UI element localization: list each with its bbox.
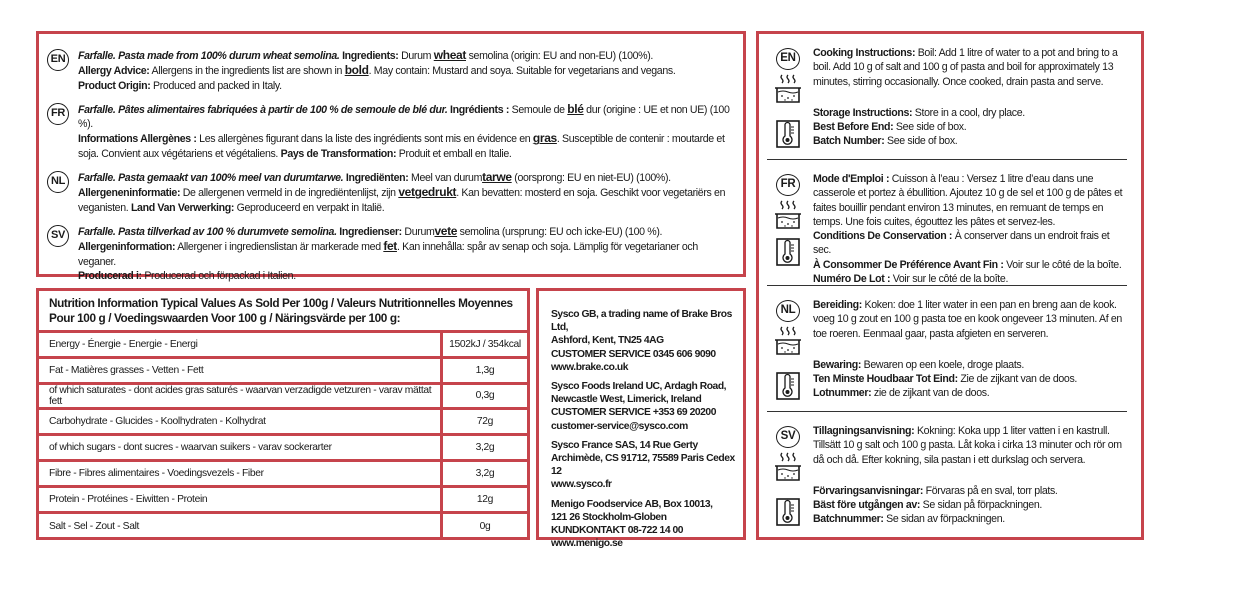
allergy-bold-word: fet — [383, 239, 397, 254]
table-row — [39, 488, 527, 514]
ingredients-label: Ingredients: — [342, 50, 399, 62]
nutrient-value: 3,2g — [475, 442, 495, 454]
allergy-bold-word: bold — [344, 63, 369, 78]
ingredients-block-fr — [47, 102, 733, 161]
ingredients-label: Ingredienser: — [339, 225, 402, 238]
batch-text: Voir sur le côté de la boîte. — [890, 273, 1009, 286]
company-menigo — [551, 498, 735, 551]
allergy-label: Allergeneninformatie: — [78, 187, 181, 200]
ingredients-text-pre: Meel van durum — [408, 172, 483, 185]
ingredients-text — [78, 48, 675, 93]
cooking-text: Koken: doe 1 liter water in een pan en breng aan de kook. voeg 10 g zout en 100 g pasta toe en kook ongeveer 13 minuten. Af en toe roeren. Eenmaal gaar, pasta afgieten en serveren. — [813, 299, 1122, 340]
product-title: Farfalle. Pâtes alimentaires fabriquées à partir de 100 % de semoule de blé dur. — [78, 103, 448, 116]
nutrient-label: of which sugars - dont sucres - waarvan suikers - varav sockerarter — [39, 436, 443, 459]
nutrient-label: Salt - Sel - Zout - Salt — [39, 514, 443, 540]
best-before — [813, 372, 1127, 386]
storage-text: Bewaren op een koele, droge plaats. — [861, 358, 1024, 371]
language-badge-icon: SV — [47, 225, 69, 247]
language-badge-icon: SV — [776, 426, 800, 448]
boiling-pot-icon — [773, 74, 803, 106]
cooking-label: Bereiding: — [813, 299, 862, 311]
ingredients-text-pre: Semoule de — [509, 103, 568, 116]
best-before-text: Zie de zijkant van de doos. — [957, 373, 1077, 386]
batch-label: Batchnummer: — [813, 513, 884, 526]
allergy-label: Allergeninformation: — [78, 241, 176, 254]
storage-text: À conserver dans un endroit frais et sec. — [813, 230, 1110, 257]
ingredients-block-sv — [47, 224, 733, 283]
allergy-text-post: . Kan bevatten: mosterd en soja. Geschikt voor vegetariërs en veganisten. — [78, 187, 726, 214]
company-line: CUSTOMER SERVICE +353 69 20200 — [551, 407, 716, 419]
best-before-label: Ten Minste Houdbaar Tot Eind: — [813, 373, 958, 386]
instructions-block-sv — [767, 412, 1127, 538]
cooking-text: Cuisson à l’eau : Versez 1 litre d’eau dans une casserole et portez à ébullition. Ajoutez 10 g de sel et 100 g de pâtes et faites bouillir pendant environ 13 minutes, en remuant de temps en temps. Une fois cuites, égouttez les pâtes et servez-les. — [813, 173, 1123, 228]
allergy-text-post: . May contain: Mustard and soya. Suitable for vegetarians and vegans. — [368, 65, 676, 78]
instructions-block-en — [767, 34, 1127, 160]
table-row — [39, 359, 527, 385]
ingredients-text-post: dur (origine : UE et non UE) (100 %). — [78, 103, 730, 131]
origin-text: Producerad och förpackad i Italien. — [141, 269, 296, 282]
table-row — [39, 333, 527, 359]
product-title: Farfalle. Pasta tillverkad av 100 % durumvete semolina. — [78, 225, 337, 238]
batch-text: See side of box. — [884, 135, 958, 148]
instruction-text — [809, 46, 1127, 159]
cooking-instructions — [813, 424, 1127, 467]
company-line: Sysco France SAS, 14 Rue Gerty — [551, 439, 698, 451]
boiling-pot-icon — [773, 452, 803, 484]
storage-text: Förvaras på en sval, torr plats. — [923, 484, 1058, 497]
nutrient-label: Protein - Protéines - Eiwitten - Protein — [39, 488, 443, 511]
company-contacts-panel — [536, 288, 746, 550]
ingredients-text — [78, 170, 733, 215]
batch-label: Numéro De Lot : — [813, 273, 891, 286]
cooking-instructions — [813, 46, 1127, 89]
company-sysco-ireland — [551, 380, 735, 433]
nutrient-value: 0g — [479, 520, 491, 532]
language-badge-icon: FR — [47, 103, 69, 125]
language-badge-icon: NL — [776, 300, 800, 322]
allergy-label: Informations Allergènes : — [78, 133, 197, 146]
origin-text: Produit et emball en Italie. — [396, 147, 512, 160]
allergy-text-pre: Allergens in the ingredients list are shown in — [149, 65, 345, 78]
best-before-text: See side of box. — [893, 121, 967, 134]
nutrition-table — [36, 288, 530, 540]
storage-instructions — [813, 484, 1127, 498]
instructions-block-nl — [767, 286, 1127, 412]
allergy-text-pre: De allergenen vermeld in de ingrediëntenlijst, zijn — [180, 187, 399, 200]
nutrient-value: 0,3g — [475, 390, 495, 402]
nutrient-value: 72g — [476, 416, 494, 428]
allergen-word: vete — [434, 223, 458, 238]
instructions-panel — [756, 31, 1144, 540]
cooking-instructions — [813, 298, 1127, 341]
company-sysco-gb — [551, 308, 735, 374]
ingredients-text-pre: Durum — [398, 50, 434, 62]
nutrient-label: of which saturates - dont acides gras saturés - waarvan verzadigde vetzuren - varav mättat fett — [39, 385, 443, 408]
product-title: Farfalle. Pasta made from 100% durum wheat semolina. — [78, 50, 340, 62]
table-row — [39, 385, 527, 411]
allergy-bold-word: vetgedrukt — [398, 185, 457, 200]
allergen-word: blé — [567, 101, 584, 116]
ingredients-label: Ingrédients : — [450, 103, 510, 116]
cooking-label: Cooking Instructions: — [813, 47, 916, 59]
company-website: www.brake.co.uk — [551, 361, 628, 373]
best-before-label: À Consommer De Préférence Avant Fin : — [813, 258, 1004, 271]
cooking-text: Boil: Add 1 litre of water to a pot and bring to a boil. Add 10 g of salt and 100 g of pasta and boil for approximately 13 minutes, stirring occasionally. Once cooked, drain pasta and serve. — [813, 47, 1118, 88]
allergy-text-pre: Allergener i ingredienslistan är markerade med — [175, 241, 384, 254]
instruction-icons — [767, 298, 809, 411]
origin-label: Producerad i: — [78, 269, 142, 282]
cooking-label: Tillagningsanvisning: — [813, 425, 915, 437]
product-title: Farfalle. Pasta gemaakt van 100% meel van durumtarwe. — [78, 172, 344, 185]
nutrient-label: Energy - Énergie - Energie - Energi — [39, 333, 443, 356]
batch-number — [813, 512, 1127, 526]
ingredients-text-post: semolina (ursprung: EU och icke-EU) (100 %). — [457, 225, 663, 238]
storage-instructions — [813, 229, 1127, 258]
cooking-text: Kokning: Koka upp 1 liter vatten i en kastrull. Tillsätt 10 g salt och 100 g pasta. Låt koka i cirka 13 minuter och rör om då och då. Efter kokning, sila pastan i ett durkslag och servera. — [813, 425, 1122, 466]
storage-label: Förvaringsanvisningar: — [813, 484, 924, 497]
cooking-instructions — [813, 172, 1127, 229]
nutrient-value: 1502kJ / 354kcal — [449, 338, 521, 350]
best-before-text: Voir sur le côté de la boîte. — [1003, 258, 1122, 271]
ingredients-panel — [36, 31, 746, 282]
allergy-text-post: . Kan innehålla: spår av senap och soja. Lämplig för vegetarianer och veganer. — [78, 241, 698, 268]
origin-label: Product Origin: — [78, 79, 151, 92]
batch-number — [813, 272, 1127, 286]
thermometer-icon — [776, 372, 800, 400]
ingredients-text-pre: Durum — [401, 225, 435, 238]
table-row — [39, 436, 527, 462]
company-email: customer-service@sysco.com — [551, 420, 688, 432]
ingredients-label: Ingrediënten: — [345, 172, 409, 185]
instruction-icons — [767, 424, 809, 538]
company-line: KUNDKONTAKT 08-722 14 00 — [551, 525, 684, 537]
language-badge-icon: EN — [47, 49, 69, 71]
thermometer-icon — [776, 120, 800, 148]
language-badge-icon: FR — [776, 174, 800, 196]
table-row — [39, 462, 527, 488]
language-badge-icon: EN — [776, 48, 800, 70]
company-website: www.menigo.se — [551, 538, 623, 550]
cooking-label: Mode d'Emploi : — [813, 173, 890, 185]
instruction-text — [809, 424, 1127, 538]
company-line: Sysco Foods Ireland UC, Ardagh Road, — [551, 381, 727, 393]
nutrient-label: Fibre - Fibres alimentaires - Voedingsvezels - Fiber — [39, 462, 443, 485]
nutrient-label: Carbohydrate - Glucides - Koolhydraten - Kolhydrat — [39, 410, 443, 433]
storage-label: Conditions De Conservation : — [813, 230, 953, 243]
company-website: www.sysco.fr — [551, 479, 612, 491]
best-before — [813, 498, 1127, 512]
thermometer-icon — [776, 238, 800, 266]
best-before — [813, 258, 1127, 272]
instruction-text — [809, 172, 1127, 285]
company-line: 121 26 Stockholm-Globen — [551, 511, 667, 523]
origin-text: Geproduceerd en verpakt in Italië. — [234, 201, 385, 214]
batch-text: zie de zijkant van de doos. — [871, 387, 990, 400]
nutrient-value: 1,3g — [475, 364, 495, 376]
instruction-icons — [767, 46, 809, 159]
thermometer-icon — [776, 498, 800, 526]
boiling-pot-icon — [773, 200, 803, 232]
allergen-word: tarwe — [482, 170, 512, 185]
nutrition-header: Nutrition Information Typical Values As Sold Per 100g / Valeurs Nutritionnelles Moyennes Pour 100 g / Voedingswaarden Voor 100 g / Näringsvärde per 100 g: — [39, 291, 527, 333]
company-line: Archimède, CS 91712, 75589 Paris Cedex 12 — [551, 453, 735, 478]
nutrient-label: Fat - Matières grasses - Vetten - Fett — [39, 359, 443, 382]
storage-instructions — [813, 358, 1127, 372]
instructions-block-fr — [767, 160, 1127, 286]
batch-number — [813, 386, 1127, 400]
storage-label: Bewaring: — [813, 358, 862, 371]
nutrient-value: 3,2g — [475, 467, 495, 479]
batch-text: Se sidan av förpackningen. — [883, 513, 1005, 526]
table-row — [39, 410, 527, 436]
instruction-text — [809, 298, 1127, 411]
company-line: Newcastle West, Limerick, Ireland — [551, 394, 702, 406]
company-line: Menigo Foodservice AB, Box 10013, — [551, 498, 713, 510]
allergy-text-pre: Les allergènes figurant dans la liste des ingrédients sont mis en évidence en — [196, 133, 533, 146]
allergy-label: Allergy Advice: — [78, 65, 150, 78]
ingredients-text — [78, 102, 733, 161]
best-before-text: Se sidan på förpackningen. — [920, 499, 1042, 512]
best-before-label: Best Before End: — [813, 121, 894, 134]
company-sysco-france — [551, 439, 735, 492]
storage-text: Store in a cool, dry place. — [912, 106, 1025, 119]
best-before — [813, 120, 1127, 134]
best-before-label: Bäst före utgången av: — [813, 499, 921, 512]
instruction-icons — [767, 172, 809, 285]
boiling-pot-icon — [773, 326, 803, 358]
batch-number — [813, 134, 1127, 148]
batch-label: Batch Number: — [813, 135, 885, 148]
language-badge-icon: NL — [47, 171, 69, 193]
company-line: Sysco GB, a trading name of Brake Bros Ltd, — [551, 309, 732, 334]
allergy-text-post: . Susceptible de contenir : moutarde et soja. Convient aux végétariens et végétaliens. — [78, 133, 725, 160]
batch-label: Lotnummer: — [813, 387, 872, 400]
storage-instructions — [813, 106, 1127, 120]
origin-label: Land Van Verwerking: — [130, 201, 235, 214]
ingredients-block-en — [47, 48, 733, 93]
ingredients-text-post: semolina (origin: EU and non-EU) (100%). — [466, 50, 654, 62]
origin-label: Pays de Transformation: — [280, 147, 397, 160]
company-line: CUSTOMER SERVICE 0345 606 9090 — [551, 348, 716, 360]
allergen-word: wheat — [433, 48, 466, 62]
origin-text: Produced and packed in Italy. — [150, 79, 282, 92]
storage-label: Storage Instructions: — [813, 106, 913, 119]
nutrient-value: 12g — [476, 493, 494, 505]
allergy-bold-word: gras — [532, 131, 557, 146]
table-row — [39, 514, 527, 540]
ingredients-text — [78, 224, 733, 283]
ingredients-text-post: (oorsprong: EU en niet-EU) (100%). — [511, 172, 671, 185]
company-line: Ashford, Kent, TN25 4AG — [551, 335, 664, 347]
ingredients-block-nl — [47, 170, 733, 215]
